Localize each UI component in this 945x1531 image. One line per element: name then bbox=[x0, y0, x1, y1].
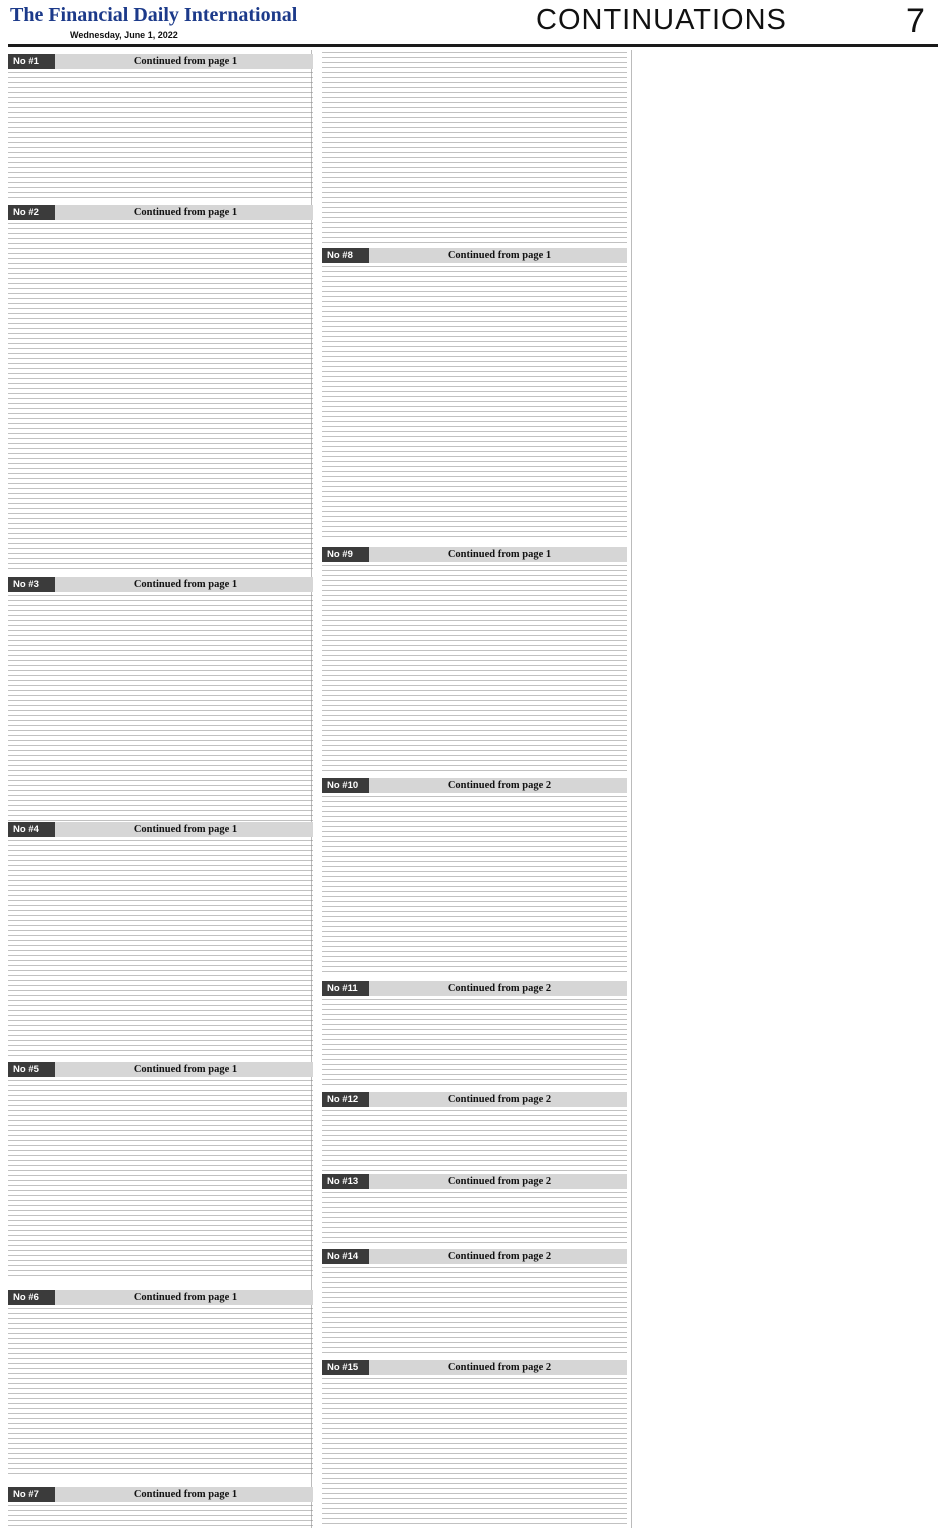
article-number: No #6 bbox=[8, 1290, 55, 1305]
article-header-10 bbox=[322, 778, 627, 793]
article-header-15 bbox=[322, 1360, 627, 1375]
article-header-1 bbox=[8, 54, 313, 69]
continued-from-label: Continued from page 2 bbox=[447, 1362, 552, 1373]
article-number: No #5 bbox=[8, 1062, 55, 1077]
continued-from-label: Continued from page 2 bbox=[447, 983, 552, 994]
article-number: No #13 bbox=[322, 1174, 369, 1189]
article-number: No #7 bbox=[8, 1487, 55, 1502]
article-header-12 bbox=[322, 1092, 627, 1107]
article-number: No #9 bbox=[322, 547, 369, 562]
article-body-7-continued bbox=[322, 52, 627, 244]
article-number: No #14 bbox=[322, 1249, 369, 1264]
article-number: No #3 bbox=[8, 577, 55, 592]
article-body-10 bbox=[322, 796, 627, 974]
continued-from-label: Continued from page 1 bbox=[133, 56, 238, 67]
continued-from-label: Continued from page 1 bbox=[447, 250, 552, 261]
column-left bbox=[8, 50, 313, 1528]
article-body-8 bbox=[322, 266, 627, 540]
article-header-2 bbox=[8, 205, 313, 220]
article-header-8 bbox=[322, 248, 627, 263]
section-title: CONTINUATIONS bbox=[536, 4, 787, 36]
article-number: No #8 bbox=[322, 248, 369, 263]
article-header-4 bbox=[8, 822, 313, 837]
continued-from-label: Continued from page 1 bbox=[133, 1292, 238, 1303]
article-header-9 bbox=[322, 547, 627, 562]
continued-from-label: Continued from page 2 bbox=[447, 1094, 552, 1105]
article-header-5 bbox=[8, 1062, 313, 1077]
continued-from-label: Continued from page 1 bbox=[133, 1064, 238, 1075]
paper-name: The Financial Daily International bbox=[10, 4, 298, 26]
article-number: No #15 bbox=[322, 1360, 369, 1375]
continued-from-label: Continued from page 1 bbox=[133, 1489, 238, 1500]
article-body-11 bbox=[322, 999, 627, 1087]
masthead bbox=[8, 0, 938, 47]
article-body-14 bbox=[322, 1267, 627, 1357]
article-number: No #2 bbox=[8, 205, 55, 220]
continued-from-label: Continued from page 2 bbox=[447, 1176, 552, 1187]
continued-from-label: Continued from page 1 bbox=[447, 549, 552, 560]
paper-date: Wednesday, June 1, 2022 bbox=[70, 30, 178, 40]
column-right bbox=[637, 50, 937, 1528]
continued-from-label: Continued from page 1 bbox=[133, 207, 238, 218]
column-rule bbox=[631, 50, 632, 1528]
article-body-4 bbox=[8, 840, 313, 1060]
continued-from-label: Continued from page 1 bbox=[133, 579, 238, 590]
article-body-3 bbox=[8, 595, 313, 821]
article-body-7 bbox=[8, 1505, 313, 1526]
article-body-5 bbox=[8, 1080, 313, 1280]
article-header-6 bbox=[8, 1290, 313, 1305]
article-body-6 bbox=[8, 1308, 313, 1478]
article-body-9 bbox=[322, 565, 627, 773]
article-body-13 bbox=[322, 1192, 627, 1246]
article-body-12 bbox=[322, 1110, 627, 1172]
article-header-14 bbox=[322, 1249, 627, 1264]
column-center-left bbox=[322, 50, 627, 1528]
article-header-13 bbox=[322, 1174, 627, 1189]
continued-from-label: Continued from page 2 bbox=[447, 780, 552, 791]
article-number: No #1 bbox=[8, 54, 55, 69]
article-number: No #12 bbox=[322, 1092, 369, 1107]
page-number: 7 bbox=[906, 2, 925, 40]
continued-from-label: Continued from page 1 bbox=[133, 824, 238, 835]
article-number: No #4 bbox=[8, 822, 55, 837]
article-body-15 bbox=[322, 1378, 627, 1526]
article-header-11 bbox=[322, 981, 627, 996]
continued-from-label: Continued from page 2 bbox=[447, 1251, 552, 1262]
article-body-1 bbox=[8, 72, 313, 198]
article-header-7 bbox=[8, 1487, 313, 1502]
article-number: No #10 bbox=[322, 778, 369, 793]
column-right-a bbox=[637, 50, 937, 1528]
article-body-2 bbox=[8, 223, 313, 571]
article-header-3 bbox=[8, 577, 313, 592]
article-number: No #11 bbox=[322, 981, 369, 996]
